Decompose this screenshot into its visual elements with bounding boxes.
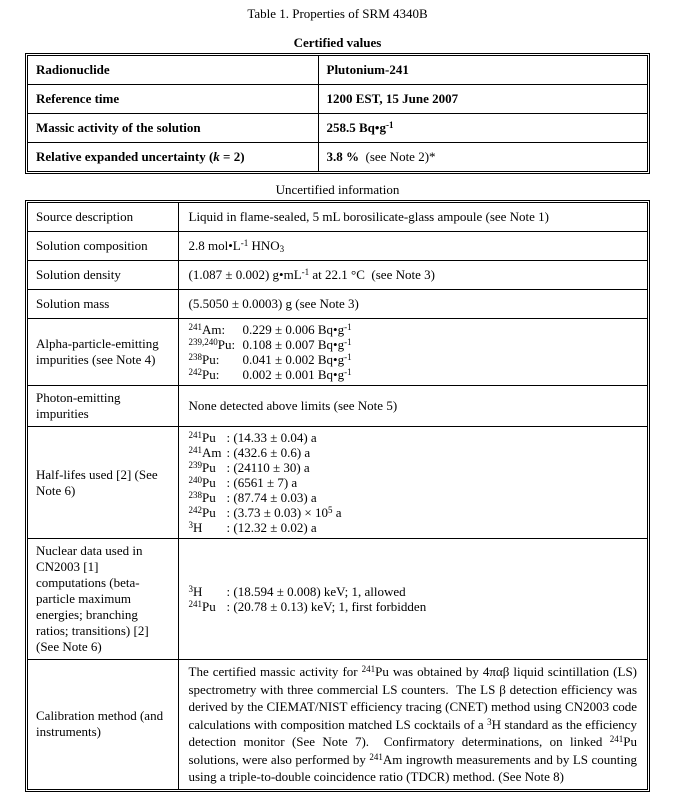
- row-label-cell: Reference time: [28, 85, 318, 114]
- isotope-label: $^{238}$Pu: [188, 490, 216, 505]
- isotope-label: $^{241}$Pu: [188, 430, 216, 445]
- row-label-cell: Alpha-particle-emitting impurities (see Note 4): [28, 319, 178, 386]
- table-row: [28, 203, 647, 232]
- data-line: [189, 599, 638, 614]
- certified-table: [25, 53, 650, 174]
- data-line: [189, 490, 638, 505]
- page-title: Table 1. Properties of SRM 4340B: [247, 6, 428, 21]
- row-label-cell: Photon-emitting impurities: [28, 386, 178, 427]
- isotope-label: $^3$H: [188, 520, 203, 535]
- row-label-cell: Solution mass: [28, 290, 178, 319]
- data-line: [189, 337, 638, 352]
- isotope-value: : $(3.73 \pm 0.03) \times 10^5$ a: [226, 505, 342, 520]
- row-label-cell: Calibration method (and instruments): [28, 660, 178, 789]
- row-label-cell: Nuclear data used in CN2003 [1] computations (beta-particle maximum energies; branching ratios; transitions) [2] (See Note 6): [28, 539, 178, 660]
- table-row: [28, 114, 647, 143]
- table-row: [28, 290, 647, 319]
- row-label-cell: Source description: [28, 203, 178, 232]
- isotope-value: 0.108 ± 0.007 $Bq•g^{-1}$: [242, 337, 352, 352]
- table-row: [28, 319, 647, 386]
- isotope-value: 0.229 ± 0.006 $Bq•g^{-1}$: [242, 322, 352, 337]
- data-line: [189, 367, 638, 382]
- isotope-label: $^3$H: [188, 584, 203, 599]
- table-row: [28, 143, 647, 172]
- table-row: [28, 85, 647, 114]
- row-value-cell: 1200 EST, 15 June 2007: [318, 85, 647, 114]
- row-value-cell: None detected above limits (see Note 5): [178, 386, 647, 427]
- isotope-label: $^{241}$Am:: [188, 322, 226, 337]
- row-value-cell: (1.087 ± 0.002) $g•mL^{-1}$ at 22.1 °C (see Note 3): [178, 261, 647, 290]
- paragraph: The certified massic activity for $^{241}$Pu was obtained by 4παβ liquid scintillation (LS) spectrometry with three commercial LS counters. The LS β detection efficiency was derived by the CIEMAT/NIST efficiency tracing (CNET) method using CN2003 code calculations with composition matched LS cocktails of a $^3$H standard as the efficiency detection monitor (See Note 7). Confirmatory determinations, on linked $^{241}$Pu solutions, were also performed by $^{241}$Am ingrowth measurements and by LS counting using a triple-to-double coincidence ratio (TDCR) method. (See Note 8): [188, 664, 638, 784]
- isotope-value: 0.041 ± 0.002 $Bq•g^{-1}$: [242, 352, 352, 367]
- table-row: [28, 539, 647, 660]
- isotope-value: : (18.594 ± 0.008) keV; 1, allowed: [226, 584, 406, 599]
- data-line: [189, 520, 638, 535]
- data-line: [189, 430, 638, 445]
- row-value-cell: [178, 539, 647, 660]
- isotope-label: $^{241}$Am: [188, 445, 222, 460]
- data-line: [189, 445, 638, 460]
- certified-table-grid: [28, 56, 647, 171]
- row-label-cell: Solution composition: [28, 232, 178, 261]
- row-value-cell: [178, 319, 647, 386]
- row-value-cell: 258.5 $Bq•g^{-1}$: [318, 114, 647, 143]
- table-row: [28, 386, 647, 427]
- table-row: [28, 261, 647, 290]
- data-line: [189, 460, 638, 475]
- row-label-cell: Half-lifes used [2] (See Note 6): [28, 427, 178, 539]
- uncertified-table-heading: Uncertified information: [275, 182, 400, 197]
- isotope-label: $^{240}$Pu: [188, 475, 216, 490]
- isotope-value: : (24110 ± 30) a: [226, 460, 310, 475]
- isotope-label: $^{241}$Pu: [188, 599, 216, 614]
- row-value-cell: 2.8 $mol•L^{-1}$ $HNO_3$: [178, 232, 647, 261]
- data-line: [189, 322, 638, 337]
- uncertified-table: [25, 200, 650, 792]
- certified-table-heading: Certified values: [293, 35, 382, 50]
- table-row: [28, 427, 647, 539]
- isotope-value: : (14.33 ± 0.04) a: [226, 430, 317, 445]
- data-line: [189, 475, 638, 490]
- data-line: [189, 584, 638, 599]
- isotope-value: 0.002 ± 0.001 $Bq•g^{-1}$: [242, 367, 352, 382]
- isotope-label: $^{238}$Pu:: [188, 352, 220, 367]
- row-label-cell: Radionuclide: [28, 56, 318, 85]
- row-value-cell: 3.8 % (see Note 2)*: [318, 143, 647, 172]
- uncertified-table-grid: [28, 203, 647, 789]
- isotope-label: $^{239,240}$Pu:: [188, 337, 236, 352]
- isotope-value: : (87.74 ± 0.03) a: [226, 490, 317, 505]
- row-value-cell: Plutonium-241: [326, 62, 409, 77]
- data-line: [189, 352, 638, 367]
- row-value-cell: [178, 660, 647, 789]
- row-value-cell: [178, 427, 647, 539]
- table-row: [28, 232, 647, 261]
- isotope-value: : (6561 ± 7) a: [226, 475, 298, 490]
- isotope-label: $^{242}$Pu: [188, 505, 216, 520]
- row-value-cell: (5.5050 ± 0.0003) g (see Note 3): [178, 290, 647, 319]
- isotope-value: : (20.78 ± 0.13) keV; 1, first forbidden: [226, 599, 427, 614]
- row-label-cell: Solution density: [28, 261, 178, 290]
- isotope-label: $^{242}$Pu:: [188, 367, 220, 382]
- isotope-value: : (12.32 ± 0.02) a: [226, 520, 317, 535]
- isotope-value: : (432.6 ± 0.6) a: [226, 445, 311, 460]
- row-value-cell: Liquid in flame-sealed, 5 mL borosilicate-glass ampoule (see Note 1): [188, 209, 550, 224]
- table-row: [28, 660, 647, 789]
- document-page: [25, 0, 650, 792]
- data-line: [189, 505, 638, 520]
- row-label-cell: Massic activity of the solution: [28, 114, 318, 143]
- isotope-label: $^{239}$Pu: [188, 460, 216, 475]
- table-row: [28, 56, 647, 85]
- row-label-cell: Relative expanded uncertainty (k = 2): [28, 143, 318, 172]
